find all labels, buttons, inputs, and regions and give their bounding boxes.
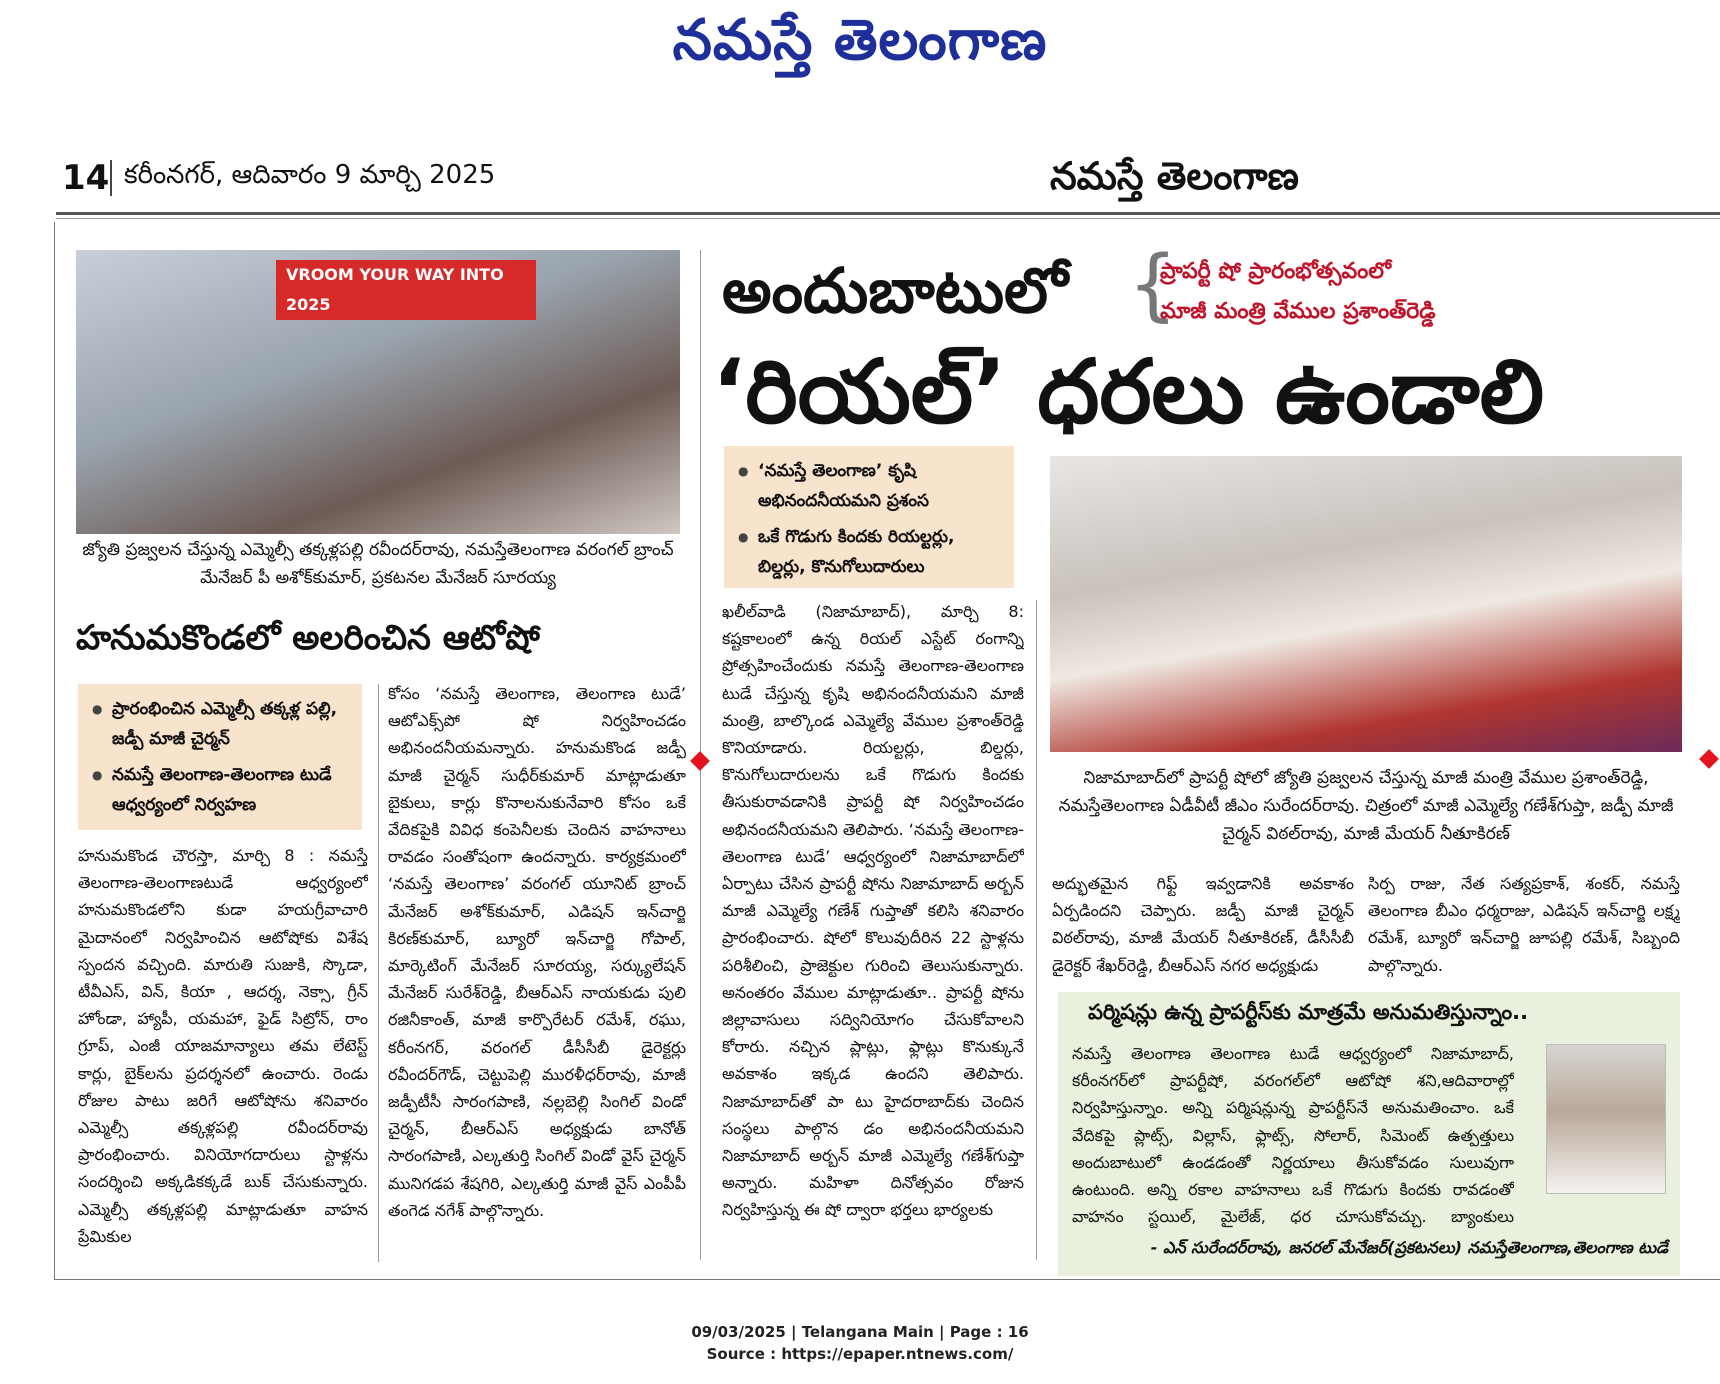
footer-line: 09/03/2025 | Telangana Main | Page : 16 (691, 1323, 1029, 1341)
kicker-line: ప్రాపర్టీ షో ప్రారంభోత్సవంలో (1160, 259, 1391, 284)
column-divider (378, 684, 379, 1262)
column-divider (1036, 600, 1037, 1260)
footer (0, 1321, 1720, 1365)
dateline: కరీంనగర్, ఆదివారం 9 మార్చి 2025 (124, 160, 496, 190)
realestate-headline-line2: ‘రియల్’ ధరలు ఉండాలి (712, 340, 1545, 443)
autoshow-photo-caption: జ్యోతి ప్రజ్వలన చేస్తున్న ఎమ్మెల్సీ తక్కళ్లపల్లి రవీందర్‌రావు, నమస్తేతెలంగాణ వరంగల్ బ్రాంచ్ మేనేజర్ పీ అశోక్‌కుమార్, ప్రకటనల మేనేజర్ సూరయ్య (82, 540, 674, 588)
kicker-line: మాజీ మంత్రి వేముల ప్రశాంత్‌రెడ్డి (1160, 299, 1436, 324)
quote-box-title: పర్మిషన్లు ఉన్న ప్రాపర్టీస్‌కు మాత్రమే అనుమతిస్తున్నాం.. (1088, 1000, 1529, 1024)
realestate-body-col-b: సిర్ప రాజు, నేత సత్యప్రకాశ్, శంకర్, నమస్తే తెలంగాణ బీఎం ధర్మరాజు, ఎడిషన్ ఇన్‌చార్జి లక్ష్మ రమేశ్, బ్యూరో ఇన్‌చార్జి జూపల్లి రమేశ్, సిబ్బంది పాల్గొన్నారు. (1368, 874, 1680, 975)
bullet-item: ● ఒకే గొడుగు కిందకు రియల్టర్లు, బిల్డర్లు, కొనుగోలుదారులు (738, 522, 1000, 582)
header-rule (56, 212, 1720, 215)
bullet-item: ● ప్రారంభించిన ఎమ్మెల్సీ తక్కళ్ల పల్లి, జడ్పీ మాజీ చైర్మన్ (92, 694, 348, 754)
manager-portrait (1546, 1044, 1666, 1194)
quote-box (1058, 992, 1680, 1276)
autoshow-photo (76, 250, 680, 534)
realestate-headline-line1: అందుబాటులో (722, 254, 1068, 327)
masthead-logo: నమస్తే తెలంగాణ (672, 8, 1048, 73)
kicker-brace: { (1128, 240, 1178, 330)
bullet-item: ● నమస్తే తెలంగాణ-తెలంగాణ టుడే ఆధ్వర్యంలో నిర్వహణ (92, 760, 348, 820)
header-rule-thin (56, 218, 1720, 219)
header-divider (110, 160, 112, 196)
propertyshow-photo (1050, 456, 1682, 752)
bullet-item: ● ‘నమస్తే తెలంగాణ’ కృషి అభినందనీయమని ప్రశంస (738, 456, 1000, 516)
photo-banner: VROOM YOUR WAY INTO 2025 (276, 260, 536, 320)
propertyshow-photo-caption: నిజామాబాద్‌లో ప్రాపర్టీ షోలో జ్యోతి ప్రజ్వలన చేస్తున్న మాజీ మంత్రి వేముల ప్రశాంత్‌రెడ్డి, నమస్తేతెలంగాణ ఏడీవీటీ జీఎం సురేందర్‌రావు. చిత్రంలో మాజీ ఎమ్మెల్యే గణేశ్‌గుప్తా, జడ్పీ మాజీ చైర్మన్ విఠల్‌రావు, మాజీ మేయర్ నీతూకిరణ్ (1058, 768, 1674, 844)
quote-box-credit: - ఎన్ సురేందర్‌రావు, జనరల్ మేనేజర్(ప్రకటనలు) నమస్తేతెలంగాణ,తెలంగాణ టుడే (1150, 1238, 1668, 1257)
footer-source: Source : https://epaper.ntnews.com/ (706, 1345, 1014, 1363)
realestate-kicker (1160, 252, 1580, 332)
page-number: 14 (62, 158, 110, 198)
quote-box-text: నమస్తే తెలంగాణ తెలంగాణ టుడే ఆధ్వర్యంలో నిజామాబాద్, కరీంనగర్‌లో ప్రాపర్టీషో, వరంగల్‌లో ఆటోషో శని,ఆదివారాల్లో నిర్వహిస్తున్నాం. అన్ని పర్మిషన్లున్న ప్రాపర్టీస్‌నే అనుమతించాం. ఒకే వేదికపై ప్లాట్స్, విల్లాస్, ఫ్లాట్స్, సోలార్, సిమెంట్ ఉత్పత్తులు అందుబాటులో ఉండడంతో నిర్ణయాలు తీసుకోవడం సులువుగా ఉంటుంది. అన్ని రకాల వాహనాలు ఒకే గొడుగు కిందకు రావడంతో వాహనం స్టయిల్, మైలేజ్, ధర చూసుకోవచ్చు. బ్యాంకులు (1072, 1044, 1514, 1227)
realestate-body-col-a: అద్భుతమైన గిఫ్ట్ ఇవ్వడానికి అవకాశం ఏర్పడిందని చెప్పారు. జడ్పీ మాజీ చైర్మన్ విఠల్‌రావు, మాజీ మేయర్ నీతూకిరణ్, డీసీసీబీ డైరెక్టర్ శేఖర్‌రెడ్డి, బీఆర్‌ఎస్ నగర అధ్యక్షుడు (1052, 874, 1354, 975)
autoshow-body-col2: కోసం ‘నమస్తే తెలంగాణ, తెలంగాణ టుడే’ ఆటోఎక్స్‌పో షో నిర్వహించడం అభినందనీయమన్నారు. హనుమకొండ జడ్పీ మాజీ చైర్మన్ సుధీర్‌కుమార్ మాట్లాడుతూ బైకులు, కార్లు కొనాలనుకునేవారి కోసం ఒకే వేదికపైకి వివిధ కంపెనీలకు చెందిన వాహనాలు రావడం సంతోషంగా ఉందన్నారు. కార్యక్రమంలో ‘నమస్తే తెలంగాణ’ వరంగల్ యూనిట్ బ్రాంచ్ మేనేజర్ అశోక్‌కుమార్, ఎడిషన్ ఇన్‌చార్జి కిరణ్‌కుమార్, బ్యూరో ఇన్‌చార్జి గోపాల్, మార్కెటింగ్ మేనేజర్ సూరయ్య, సర్క్యులేషన్ మేనేజర్ సురేశ్‌రెడ్డి, బీఆర్‌ఎస్ నాయకుడు పులి రజినీకాంత్, మాజీ కార్పొరేటర్ రమేశ్, రఘు, కరీంనగర్, వరంగల్ డీసీసీబీ డైరెక్టర్లు రవీందర్‌గౌడ్, చెట్టుపెల్లి మురళీధర్‌రావు, మాజీ జడ్పీటీసీ సారంగపాణి, నల్లబెల్లి సింగిల్ విండో చైర్మన్, బీఆర్‌ఎస్ అధ్యక్షుడు బానోత్ సారంగపాణి, ఎల్కతుర్తి సింగిల్ విండో వైస్ చైర్మన్ మునిగడప శేషగిరి, ఎల్కతుర్తి మాజీ వైస్ ఎంపీపీ తంగెడ నగేశ్ పాల్గొన్నారు. (388, 684, 686, 1220)
autoshow-bullets (78, 684, 362, 830)
header-brand: నమస్తే తెలంగాణ (1050, 154, 1299, 198)
realestate-bullets (724, 446, 1014, 588)
autoshow-headline: హనుమకొండలో అలరించిన ఆటోషో (76, 618, 540, 658)
realestate-body-main: ఖలీల్‌వాడి (నిజామాబాద్), మార్చి 8: కష్టకాలంలో ఉన్న రియల్ ఎస్టేట్ రంగాన్ని ప్రోత్సహించేందుకు నమస్తే తెలంగాణ-తెలంగాణ టుడే చేస్తున్న కృషి అభినందనీయమని మాజీ మంత్రి, బాల్కొండ ఎమ్మెల్యే వేముల ప్రశాంత్‌రెడ్డి కొనియాడారు. రియల్టర్లు, బిల్డర్లు, కొనుగోలుదారులను ఒకే గొడుగు కిందకు తీసుకురావడానికి ప్రాపర్టీ షో నిర్వహించడం అభినందనీయమని తెలిపారు. ‘నమస్తే తెలంగాణ-తెలంగాణ టుడే’ ఆధ్వర్యంలో నిజామాబాద్‌లో ఏర్పాటు చేసిన ప్రాపర్టీ షోను నిజామాబాద్ అర్బన్ మాజీ ఎమ్మెల్యే గణేశ్ గుప్తాతో కలిసి శనివారం ప్రారంభించారు. షోలో కొలువుదీరిన 22 స్టాళ్లను పరిశీలించి, ప్రాజెక్టుల గురించి తెలుసుకున్నారు. అనంతరం వేముల మాట్లాడుతూ.. ప్రాపర్టీ షోను జిల్లావాసులు సద్వినియోగం చేసుకోవాలని కోరారు. నచ్చిన ప్లాట్లు, ఫ్లాట్లు కొనుక్కునే అవకాశం ఇక్కడ ఉందని తెలిపారు. నిజామాబాద్‌తో పా టు హైదరాబాద్‌కు చెందిన సంస్థలు పాల్గొన డం అభినందనీయమని నిజామాబాద్ అర్బన్ మాజీ ఎమ్మెల్యే గణేశ్‌గుప్తా అన్నారు. మహిళా దినోత్సవం రోజున నిర్వహిస్తున్న ఈ షో ద్వారా భర్తలు భార్యలకు (722, 602, 1024, 1220)
autoshow-body-col1: హనుమకొండ చౌరస్తా, మార్చి 8 : నమస్తే తెలంగాణ-తెలంగాణటుడే ఆధ్వర్యంలో హనుమకొండలోని కుడా హయగ్రీవాచారి మైదానంలో నిర్వహించిన ఆటోషోకు విశేష స్పందన వచ్చింది. మారుతి సుజుకి, స్కొడా, టీవీఎస్, విన్, కియా , ఆదర్శ, నెక్సా, గ్రీన్ హోండా, హ్యాపీ, యమహా, ఫైడ్ సిట్రోన్, రాం గ్రూప్, ఎంజీ యాజమాన్యాలు తమ లేటెస్ట్ కార్లు, బైక్‌లను ప్రదర్శనలో ఉంచారు. రెండు రోజుల పాటు జరిగే ఆటోషోను శనివారం ఎమ్మెల్సీ తక్కళ్లపల్లి రవీందర్‌రావు ప్రారంభించారు. వినియోగదారులు స్టాళ్లను సందర్శించి అక్కడికక్కడే బుక్ చేసుకున్నారు. ఎమ్మెల్సీ తక్కళ్లపల్లి మాట్లాడుతూ వాహన ప్రేమికుల (78, 846, 368, 1246)
